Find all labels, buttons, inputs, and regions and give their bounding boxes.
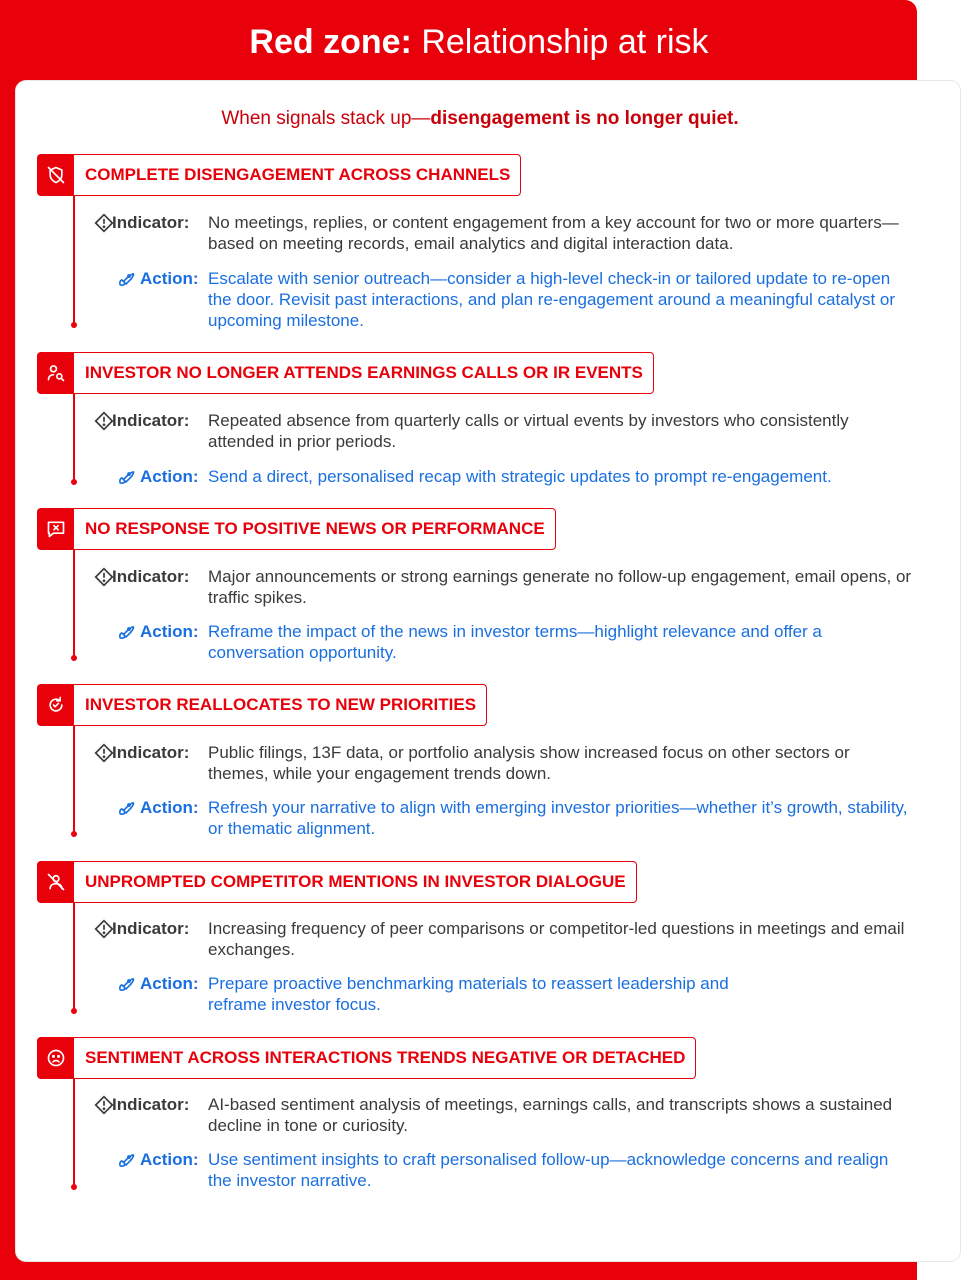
section-heading: INVESTOR REALLOCATES TO NEW PRIORITIES [74,684,487,726]
timeline-dot [71,831,77,837]
action-text: Reframe the impact of the news in investor terms—highlight relevance and offer a conversation opportunity. [208,622,822,662]
timeline-line [73,1079,75,1187]
action-label: Action: [140,974,199,993]
intro-bold: disengagement is no longer quiet. [430,108,739,129]
intro-line [0,106,960,132]
shield-off-icon [37,154,75,196]
title-rest: Relationship at risk [411,23,709,61]
section-heading: INVESTOR NO LONGER ATTENDS EARNINGS CALLS OR IR EVENTS [74,352,654,394]
intro-text: When signals stack up— [221,108,431,129]
timeline-line [73,196,75,324]
action-text: Prepare proactive benchmarking materials to reassert leadership and reframe investor focus. [208,974,729,1014]
timeline-dot [71,1184,77,1190]
section-heading: SENTIMENT ACROSS INTERACTIONS TRENDS NEGATIVE OR DETACHED [74,1037,696,1079]
indicator-label: Indicator: [112,1095,190,1114]
indicator-label: Indicator: [112,743,190,762]
rocket-icon [116,974,136,994]
indicator-text: Repeated absence from quarterly calls or virtual events by investors who consistently attended in prior periods. [208,411,849,451]
user-off-icon [37,861,75,903]
action-label: Action: [140,622,199,641]
indicator-label: Indicator: [112,411,190,430]
action-label: Action: [140,1150,199,1169]
rocket-icon [116,269,136,289]
action-label: Action: [140,798,199,817]
section-heading: COMPLETE DISENGAGEMENT ACROSS CHANNELS [74,154,521,196]
sad-face-icon [37,1037,75,1079]
rocket-icon [116,1150,136,1170]
indicator-text: AI-based sentiment analysis of meetings, earnings calls, and transcripts shows a sustained decline in tone or curiosity. [208,1095,893,1135]
warning-diamond-icon [94,411,114,431]
indicator-text: No meetings, replies, or content engagement from a key account for two or more quarters—based on meeting records, email analytics and digital interaction data. [208,213,899,253]
timeline-dot [71,655,77,661]
warning-diamond-icon [94,919,114,939]
rotate-arrow-icon [37,684,75,726]
timeline-dot [71,322,77,328]
message-x-icon [37,508,75,550]
user-search-icon [37,352,75,394]
action-label: Action: [140,467,199,486]
warning-diamond-icon [94,1095,114,1115]
indicator-text: Increasing frequency of peer comparisons or competitor-led questions in meetings and email exchanges. [208,919,905,959]
rocket-icon [116,467,136,487]
section-heading: UNPROMPTED COMPETITOR MENTIONS IN INVESTOR DIALOGUE [74,861,637,903]
rocket-icon [116,798,136,818]
timeline-dot [71,479,77,485]
timeline-dot [71,1008,77,1014]
title-bold: Red zone: [249,23,412,61]
indicator-text: Public filings, 13F data, or portfolio analysis show increased focus on other sectors or themes, while your engagement trends down. [208,743,850,783]
action-text: Send a direct, personalised recap with strategic updates to prompt re-engagement. [208,467,832,486]
rocket-icon [116,622,136,642]
action-text: Refresh your narrative to align with emerging investor priorities—whether it’s growth, stability, or thematic alignment. [208,798,908,838]
indicator-label: Indicator: [112,213,190,232]
indicator-label: Indicator: [112,567,190,586]
timeline-line [73,550,75,658]
warning-diamond-icon [94,213,114,233]
page-title [0,18,958,66]
action-text: Escalate with senior outreach—consider a high-level check-in or tailored update to re-open the door. Revisit past interactions, and plan re-engagement around a meaningful catalyst or upcoming milestone. [208,269,896,330]
timeline-line [73,726,75,834]
section-heading: NO RESPONSE TO POSITIVE NEWS OR PERFORMANCE [74,508,556,550]
indicator-label: Indicator: [112,919,190,938]
action-text: Use sentiment insights to craft personalised follow-up—acknowledge concerns and realign the investor narrative. [208,1150,889,1190]
content-card [16,81,960,1261]
warning-diamond-icon [94,743,114,763]
timeline-line [73,903,75,1011]
indicator-text: Major announcements or strong earnings generate no follow-up engagement, email opens, or traffic spikes. [208,567,912,607]
warning-diamond-icon [94,567,114,587]
action-label: Action: [140,269,199,288]
timeline-line [73,394,75,482]
